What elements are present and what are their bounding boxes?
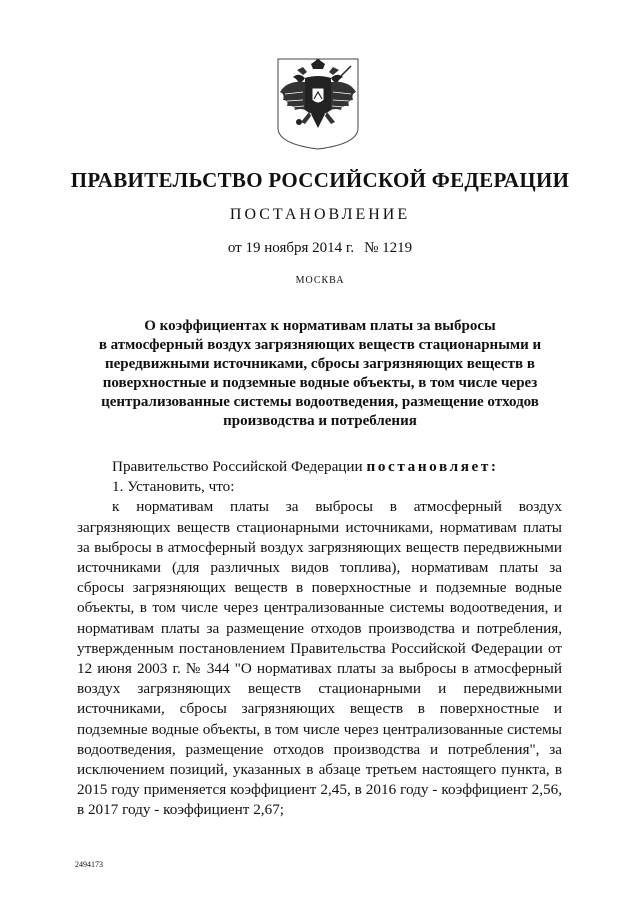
city: МОСКВА xyxy=(295,275,345,286)
intro-prefix: Правительство Российской Федерации xyxy=(112,458,363,475)
date-number-line xyxy=(0,240,640,257)
footer-code: 2494173 xyxy=(75,860,103,869)
item-1-paragraph: к нормативам платы за выбросы в атмосферный воздух загрязняющих веществ стационарными источниками, нормативам платы за выбросы в атмосферный воздух загрязняющих веществ передвижными источниками (для различных видов топлива), нормативам платы за сбросы загрязняющих веществ в поверхностные и подземные водные объекты, в том числе через централизованные системы водоотведения, и нормативам платы за размещение отходов производства и потребления, утвержденным постановлением Правительства Российской Федерации от 12 июня 2003 г. № 344 "О нормативах платы за выбросы в атмосферный воздух загрязняющих веществ стационарными и передвижными источниками, сбросы загрязняющих веществ в поверхностные и подземные водные объекты, в том числе через централизованные системы водоотведения, размещение отходов производства и потребления", за исключением позиций, указанных в абзаце третьем настоящего пункта, в 2015 году применяется коэффициент 2,45, в 2016 году - коэффициент 2,56, в 2017 году - коэффициент 2,67; xyxy=(77,498,562,819)
document-number: № 1219 xyxy=(364,240,413,256)
intro-paragraph xyxy=(77,457,562,477)
document-body xyxy=(77,457,562,821)
document-type: ПОСТАНОВЛЕНИЕ xyxy=(229,206,411,223)
item-1: 1. Установить, что: xyxy=(112,478,235,496)
document-date: от 19 ноября 2014 г. xyxy=(227,240,355,256)
subject-line: передвижными источниками, сбросы загрязняющих веществ в xyxy=(104,356,536,372)
subject-line: О коэффициентах к нормативам платы за выбросы xyxy=(144,318,496,334)
subject-line: поверхностные и подземные водные объекты, в том числе через xyxy=(102,375,538,391)
intro-verb: постановляет: xyxy=(366,458,499,475)
document-subject xyxy=(0,317,640,431)
subject-line: в атмосферный воздух загрязняющих веществ стационарными и xyxy=(98,337,542,353)
government-title: ПРАВИТЕЛЬСТВО РОССИЙСКОЙ ФЕДЕРАЦИИ xyxy=(70,168,570,192)
subject-line: централизованные системы водоотведения, размещение отходов xyxy=(101,394,539,410)
russian-coat-of-arms-icon xyxy=(275,58,361,150)
subject-line: производства и потребления xyxy=(223,413,417,429)
